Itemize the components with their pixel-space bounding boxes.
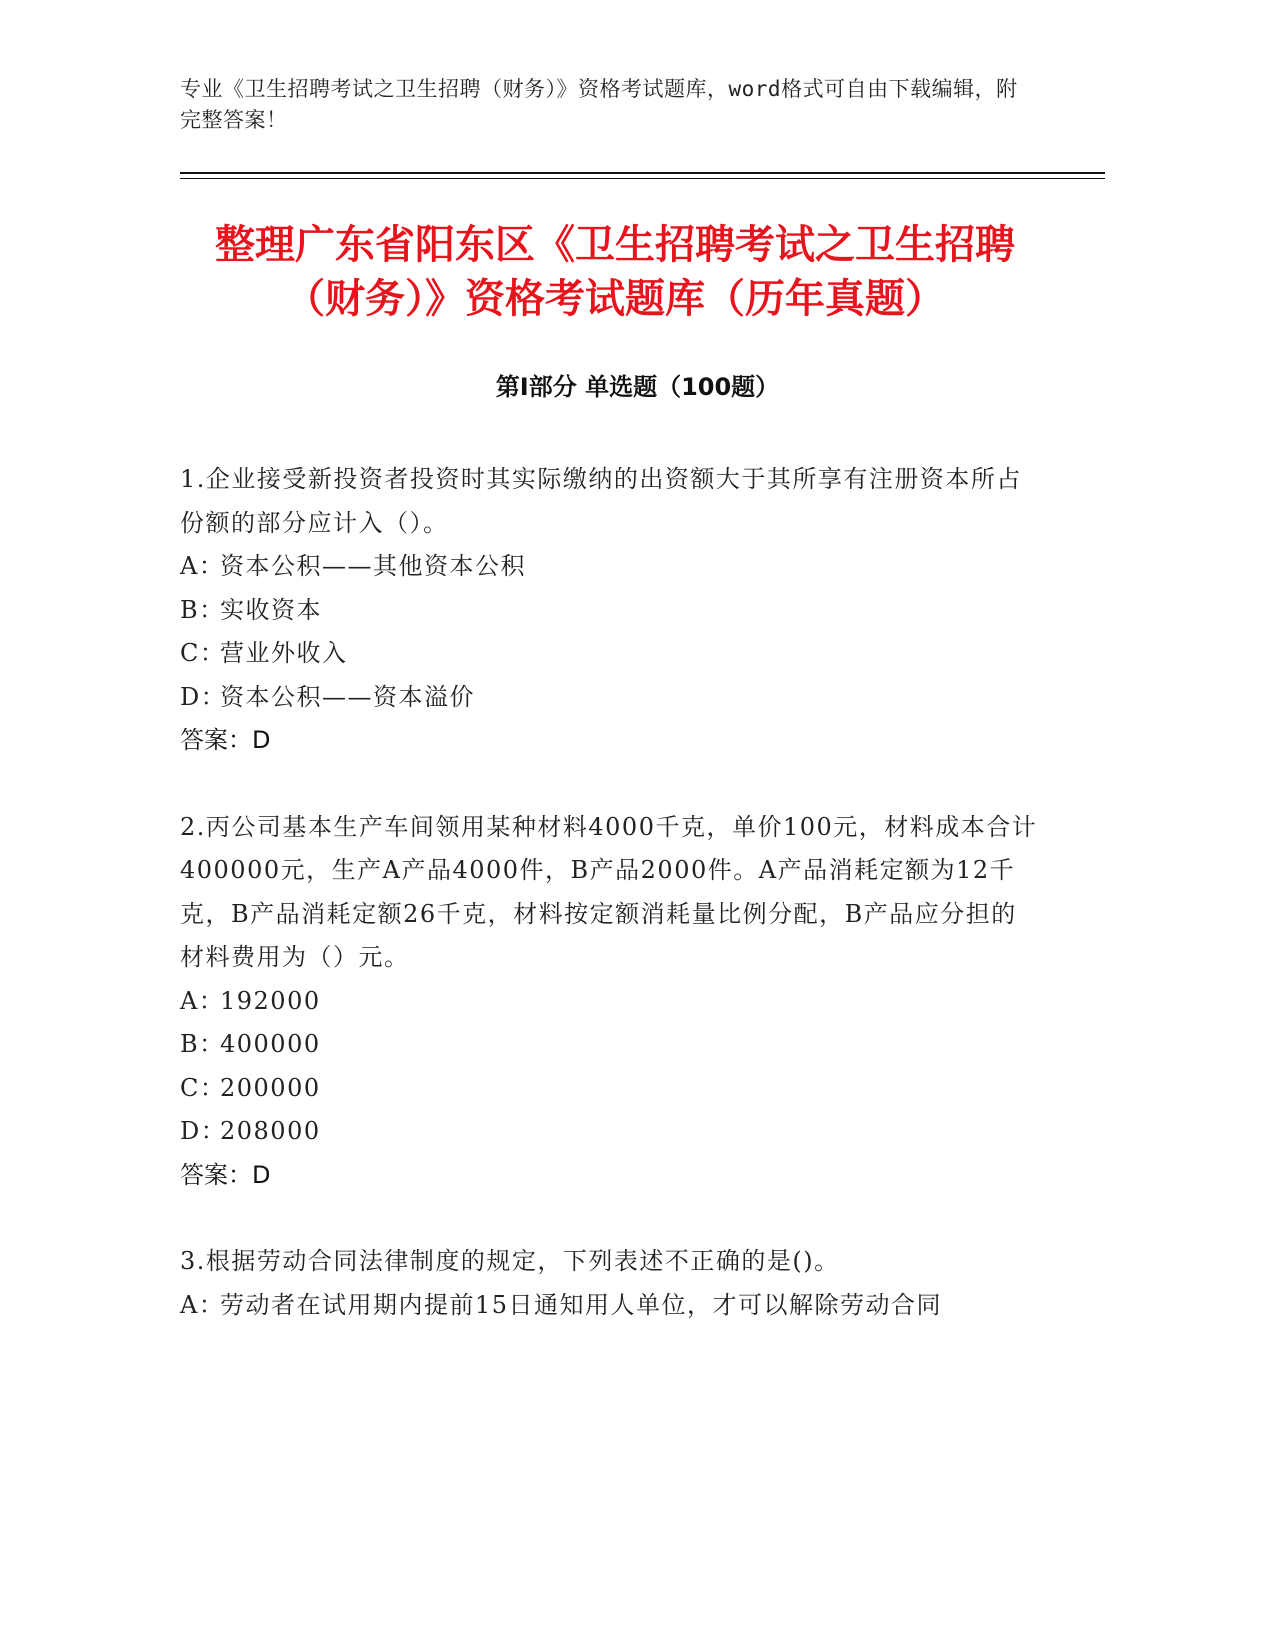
option-text: 资本公积——资本溢价 (220, 682, 475, 711)
header-note: 专业《卫生招聘考试之卫生招聘（财务）》资格考试题库，word格式可自由下载编辑，附完整答案！ (180, 77, 1018, 132)
option-c (180, 632, 1040, 676)
option-key: A： (180, 552, 225, 580)
option-d (180, 1110, 1040, 1154)
question-3 (180, 1240, 1040, 1327)
option-text: 资本公积——其他资本公积 (220, 552, 526, 580)
option-a (180, 1284, 1040, 1328)
option-text: 192000 (220, 986, 321, 1015)
option-a (180, 980, 1040, 1024)
option-key: B： (180, 1030, 225, 1058)
option-d (180, 676, 1040, 720)
option-key: B： (180, 595, 225, 624)
question-stem: 2.丙公司基本生产车间领用某种材料4000千克，单价100元，材料成本合计400000元，生产A产品4000件，B产品2000件。A产品消耗定额为12千克，B产品消耗定额26千克，材料按定额消耗量比例分配，B产品应分担的材料费用为（）元。 (180, 812, 1038, 971)
header-divider-thick (180, 172, 1105, 174)
option-text: 208000 (220, 1117, 321, 1145)
option-key: D： (180, 682, 227, 711)
option-text: 400000 (220, 1030, 321, 1058)
option-a (180, 545, 1040, 589)
answer-value: D (252, 1160, 271, 1189)
question-list (180, 458, 1040, 1370)
question-stem: 1.企业接受新投资者投资时其实际缴纳的出资额大于其所享有注册资本所占份额的部分应计入（）。 (180, 465, 1022, 537)
answer-line (180, 719, 1040, 763)
option-text: 实收资本 (220, 595, 322, 624)
option-b (180, 1023, 1040, 1067)
option-b (180, 589, 1040, 633)
answer-prefix: 答案： (180, 1160, 252, 1189)
option-text: 营业外收入 (220, 639, 348, 667)
option-text: 劳动者在试用期内提前15日通知用人单位，才可以解除劳动合同 (220, 1290, 943, 1319)
option-key: A： (180, 986, 225, 1015)
option-text: 200000 (220, 1073, 321, 1102)
question-2 (180, 806, 1040, 1198)
answer-prefix: 答案： (180, 726, 252, 754)
question-1 (180, 458, 1040, 763)
header-divider-thin (180, 178, 1105, 179)
option-key: C： (180, 639, 226, 667)
option-key: A： (180, 1290, 225, 1319)
answer-value: D (252, 726, 271, 754)
answer-line (180, 1154, 1040, 1198)
document-title: 整理广东省阳东区《卫生招聘考试之卫生招聘（财务）》资格考试题库（历年真题） (215, 222, 1015, 322)
section-heading: 第I部分 单选题（100题） (495, 373, 780, 401)
question-stem: 3.根据劳动合同法律制度的规定，下列表述不正确的是()。 (180, 1247, 840, 1275)
option-key: C： (180, 1073, 226, 1102)
option-c (180, 1067, 1040, 1111)
option-key: D： (180, 1117, 227, 1145)
